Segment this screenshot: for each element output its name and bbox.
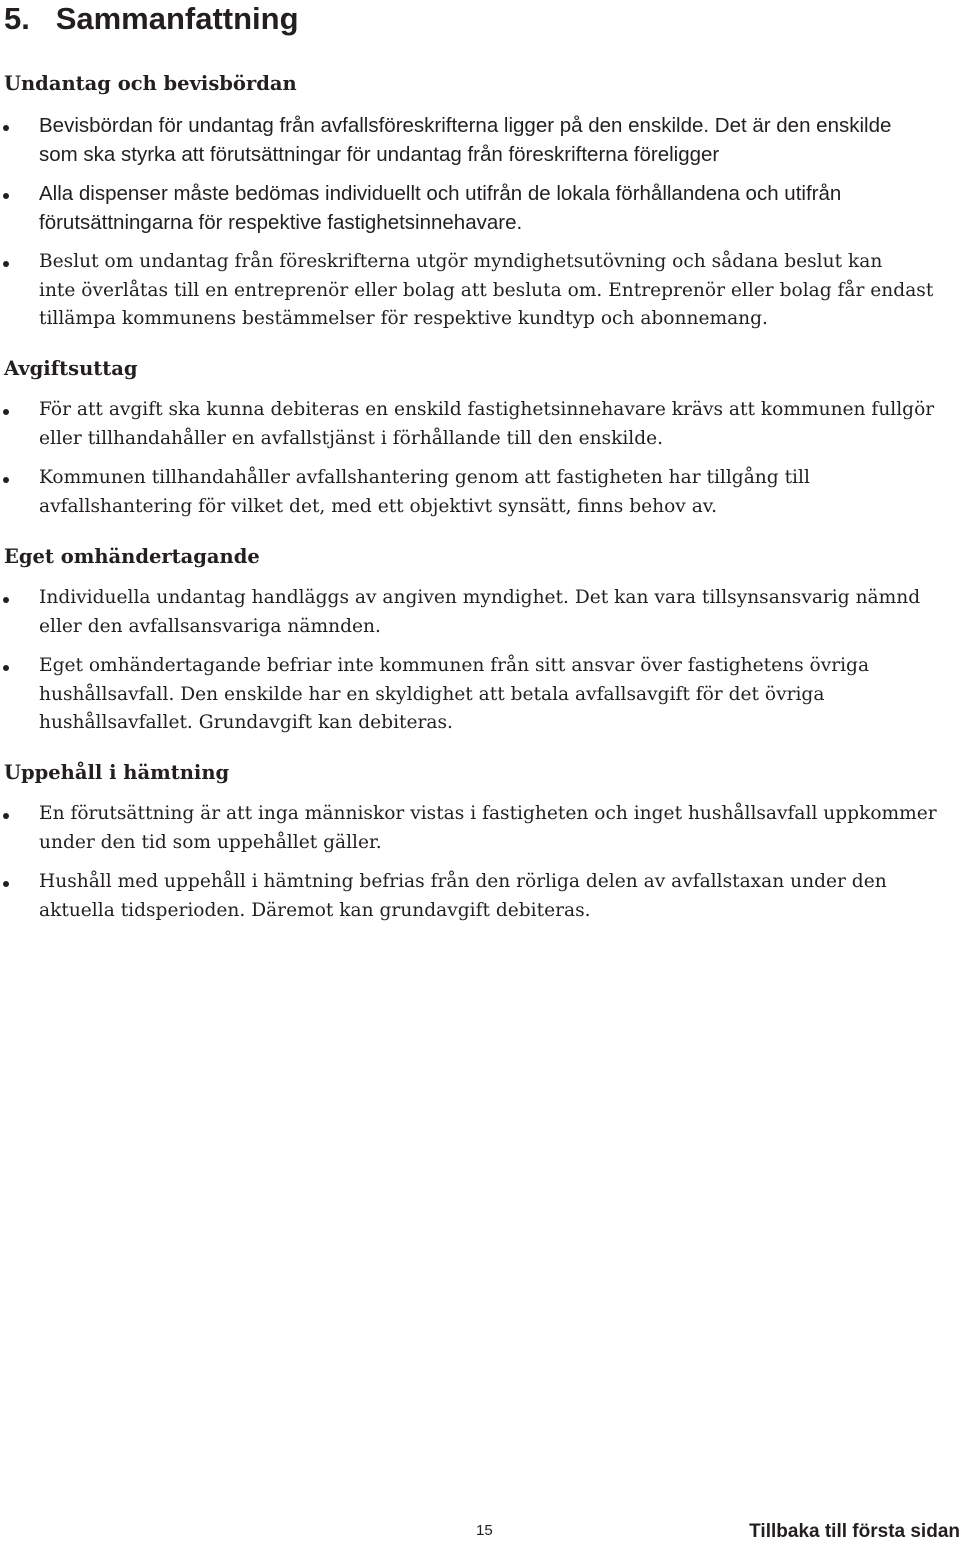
section-heading-eget-omhandertagande: Eget omhändertagande: [4, 545, 260, 568]
list-item-text: Kommunen tillhandahåller avfallshantering genom att fastigheten har tillgång till avfallshantering för vilket det, med ett objektivt synsätt, finns behov av.: [39, 467, 810, 517]
list-item-text: Bevisbördan för undantag från avfallsföreskrifterna ligger på den enskilde. Det är den enskilde som ska styrka att förutsättningar för undantag från föreskrifterna föreligger: [39, 114, 892, 166]
bullet-icon: [3, 813, 9, 819]
list-item-text: För att avgift ska kunna debiteras en enskild fastighetsinnehavare krävs att kommunen fullgör eller tillhandahåller en avfallstjänst i förhållande till den enskilde.: [39, 399, 935, 449]
bullet-icon: [3, 881, 9, 887]
list-item-text: Individuella undantag handläggs av angiven myndighet. Det kan vara tillsynsansvarig nämnd eller den avfallsansvariga nämnden.: [39, 587, 921, 637]
page-number: 15: [476, 1522, 493, 1539]
list-item-text: Hushåll med uppehåll i hämtning befrias från den rörliga delen av avfallstaxan under den aktuella tidsperioden. Däremot kan grundavgift debiteras.: [39, 871, 887, 921]
bullet-icon: [3, 125, 9, 131]
list-item-text: En förutsättning är att inga människor vistas i fastigheten och inget hushållsavfall uppkommer under den tid som uppehållet gäller.: [39, 803, 937, 853]
list-item-text: Beslut om undantag från föreskrifterna utgör myndighetsutövning och sådana beslut kan inte överlåtas till en entreprenör eller bolag att besluta om. Entreprenör eller bolag får endast tillämpa kommunens bestämmelser för respektive kundtyp och abonnemang.: [39, 251, 934, 329]
bullet-icon: [3, 409, 9, 415]
page-title: 5. Sammanfattning: [4, 1, 299, 36]
section-heading-uppehall: Uppehåll i hämtning: [4, 761, 230, 784]
section-heading-avgiftsuttag: Avgiftsuttag: [4, 357, 138, 380]
bullet-icon: [3, 665, 9, 671]
section-heading-undantag: Undantag och bevisbördan: [4, 72, 297, 95]
bullet-icon: [3, 597, 9, 603]
list-item-text: Alla dispenser måste bedömas individuellt och utifrån de lokala förhållandena och utifrån förutsättningarna för respektive fastighetsinnehavare.: [39, 182, 842, 234]
back-to-first-page-link[interactable]: Tillbaka till första sidan: [749, 1521, 960, 1542]
list-item-text: Eget omhändertagande befriar inte kommunen från sitt ansvar över fastighetens övriga hushållsavfall. Den enskilde har en skyldighet att betala avfallsavgift för det övriga hushållsavfallet. Grundavgift kan debiteras.: [39, 655, 870, 733]
bullet-icon: [3, 193, 9, 199]
bullet-icon: [3, 477, 9, 483]
bullet-icon: [3, 261, 9, 267]
